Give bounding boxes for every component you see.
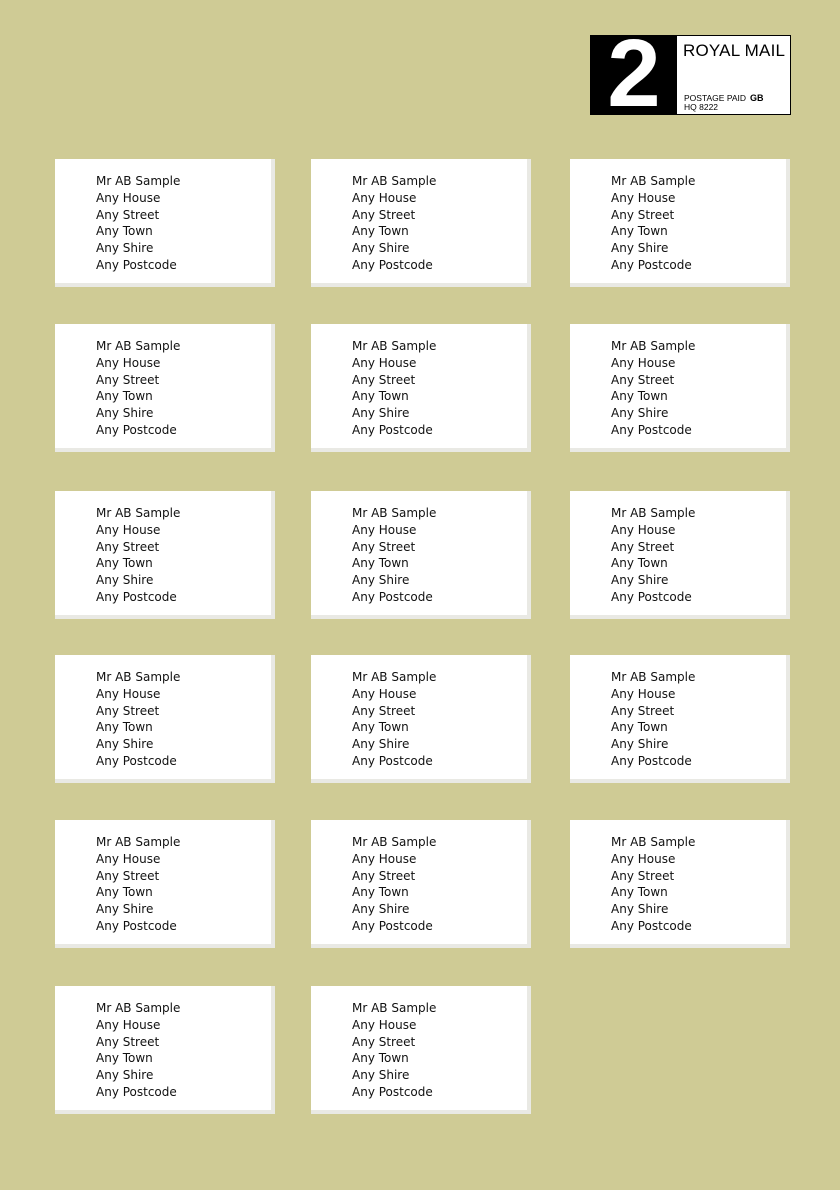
address-postcode: Any Postcode [611,589,692,604]
address-postcode: Any Postcode [96,589,177,604]
address-town: Any Town [352,556,409,571]
address-postcode: Any Postcode [96,753,177,768]
address-house: Any House [611,522,676,537]
address-lines [611,505,695,606]
address-house: Any House [352,190,417,205]
address-shire: Any Shire [96,1068,154,1083]
address-postcode: Any Postcode [611,422,692,437]
address-lines [96,1000,180,1101]
stamp-postage-paid: POSTAGE PAID [684,93,747,103]
address-street: Any Street [611,868,675,883]
address-house: Any House [611,686,676,701]
address-house: Any House [352,851,417,866]
recipient-name: Mr AB Sample [352,339,437,353]
address-postcode: Any Postcode [611,257,692,272]
address-town: Any Town [96,389,153,404]
recipient-name: Mr AB Sample [352,1001,437,1015]
address-shire: Any Shire [352,1068,410,1083]
address-shire: Any Shire [352,902,410,917]
address-street: Any Street [96,703,160,718]
address-street: Any Street [352,1034,416,1049]
address-lines [352,338,436,439]
address-postcode: Any Postcode [96,257,177,272]
address-lines [96,669,180,770]
address-label [55,820,275,948]
address-postcode: Any Postcode [96,1084,177,1099]
recipient-name: Mr AB Sample [352,835,437,849]
address-postcode: Any Postcode [352,1084,433,1099]
address-label [55,324,275,452]
address-postcode: Any Postcode [352,753,433,768]
recipient-name: Mr AB Sample [352,174,437,188]
address-label [570,491,790,619]
address-street: Any Street [352,868,416,883]
address-house: Any House [96,686,161,701]
recipient-name: Mr AB Sample [352,506,437,520]
address-shire: Any Shire [352,406,410,421]
address-town: Any Town [611,389,668,404]
address-street: Any Street [96,868,160,883]
address-town: Any Town [611,720,668,735]
address-label [55,491,275,619]
address-label [311,986,531,1114]
address-town: Any Town [352,224,409,239]
recipient-name: Mr AB Sample [611,174,696,188]
address-label [570,324,790,452]
address-shire: Any Shire [611,573,669,588]
address-label [570,655,790,783]
address-shire: Any Shire [96,406,154,421]
address-street: Any Street [96,539,160,554]
address-lines [352,505,436,606]
address-shire: Any Shire [96,573,154,588]
stamp-class-block [591,36,677,114]
address-postcode: Any Postcode [352,422,433,437]
royal-mail-postage-stamp [590,35,791,115]
address-house: Any House [352,1017,417,1032]
recipient-name: Mr AB Sample [611,506,696,520]
address-shire: Any Shire [96,902,154,917]
address-town: Any Town [611,224,668,239]
address-house: Any House [352,522,417,537]
address-house: Any House [96,522,161,537]
address-shire: Any Shire [352,241,410,256]
stamp-country: GB [750,93,764,103]
address-lines [611,834,695,935]
recipient-name: Mr AB Sample [96,339,181,353]
address-label [311,491,531,619]
address-postcode: Any Postcode [611,918,692,933]
address-shire: Any Shire [352,573,410,588]
recipient-name: Mr AB Sample [96,174,181,188]
address-lines [96,834,180,935]
address-street: Any Street [96,1034,160,1049]
address-label [55,986,275,1114]
address-town: Any Town [96,1051,153,1066]
address-label [55,159,275,287]
address-town: Any Town [96,556,153,571]
address-town: Any Town [96,224,153,239]
address-town: Any Town [96,720,153,735]
address-label [311,655,531,783]
recipient-name: Mr AB Sample [611,339,696,353]
address-shire: Any Shire [611,406,669,421]
address-house: Any House [96,190,161,205]
address-street: Any Street [611,703,675,718]
address-shire: Any Shire [611,902,669,917]
address-lines [352,173,436,274]
address-house: Any House [611,355,676,370]
address-postcode: Any Postcode [96,918,177,933]
recipient-name: Mr AB Sample [96,506,181,520]
address-label [570,820,790,948]
address-house: Any House [611,190,676,205]
address-lines [352,834,436,935]
stamp-class-number: 2 [607,36,661,114]
address-lines [96,173,180,274]
address-street: Any Street [611,372,675,387]
address-label [570,159,790,287]
address-lines [611,669,695,770]
address-lines [96,505,180,606]
address-town: Any Town [611,556,668,571]
address-lines [352,669,436,770]
address-shire: Any Shire [96,241,154,256]
address-shire: Any Shire [611,737,669,752]
address-street: Any Street [352,703,416,718]
address-shire: Any Shire [96,737,154,752]
address-town: Any Town [96,885,153,900]
address-label [311,324,531,452]
address-postcode: Any Postcode [352,257,433,272]
address-postcode: Any Postcode [352,918,433,933]
address-town: Any Town [352,389,409,404]
address-house: Any House [96,1017,161,1032]
address-shire: Any Shire [611,241,669,256]
address-street: Any Street [352,372,416,387]
address-lines [611,338,695,439]
recipient-name: Mr AB Sample [611,835,696,849]
address-street: Any Street [352,539,416,554]
address-street: Any Street [96,207,160,222]
address-house: Any House [96,355,161,370]
recipient-name: Mr AB Sample [352,670,437,684]
address-house: Any House [96,851,161,866]
recipient-name: Mr AB Sample [96,1001,181,1015]
address-house: Any House [352,355,417,370]
address-lines [352,1000,436,1101]
address-street: Any Street [611,539,675,554]
recipient-name: Mr AB Sample [96,835,181,849]
recipient-name: Mr AB Sample [96,670,181,684]
address-house: Any House [352,686,417,701]
stamp-title: ROYAL MAIL [683,41,786,60]
address-town: Any Town [352,720,409,735]
address-postcode: Any Postcode [352,589,433,604]
address-street: Any Street [352,207,416,222]
address-town: Any Town [352,1051,409,1066]
address-label [311,159,531,287]
address-lines [96,338,180,439]
address-postcode: Any Postcode [96,422,177,437]
address-shire: Any Shire [352,737,410,752]
recipient-name: Mr AB Sample [611,670,696,684]
address-label [55,655,275,783]
address-postcode: Any Postcode [611,753,692,768]
address-street: Any Street [611,207,675,222]
address-lines [611,173,695,274]
address-town: Any Town [611,885,668,900]
address-street: Any Street [96,372,160,387]
address-town: Any Town [352,885,409,900]
stamp-licence-number: HQ 8222 [684,102,719,112]
address-label [311,820,531,948]
address-house: Any House [611,851,676,866]
